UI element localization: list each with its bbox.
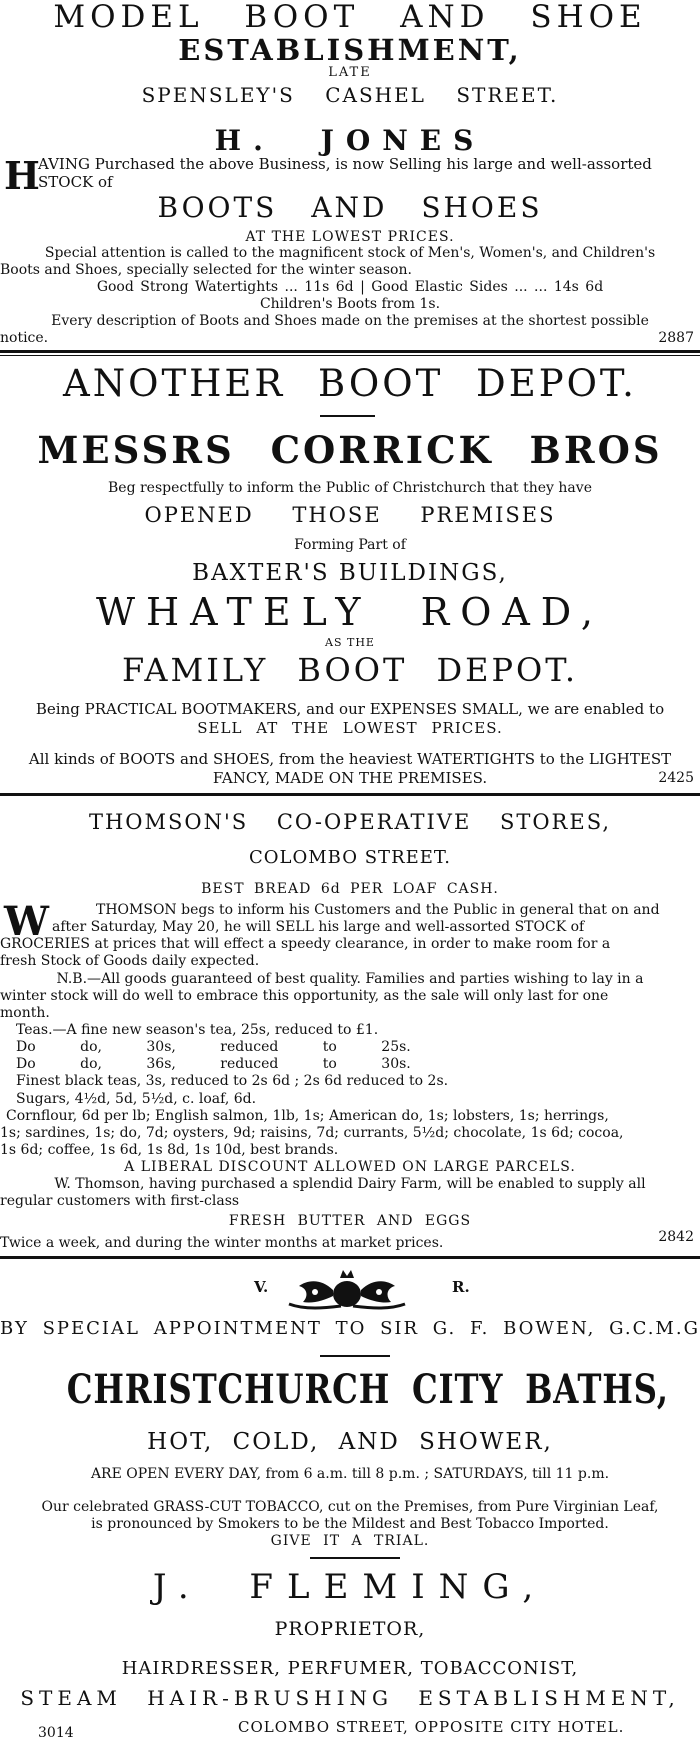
- ad4-colombo: COLOMBO STREET, OPPOSITE CITY HOTEL.: [238, 1718, 625, 1736]
- ad1-spensley: SPENSLEY'S CASHEL STREET.: [141, 83, 559, 107]
- ad3-p3: GROCERIES at prices that will effect a speedy clearance, in order to make room for a: [0, 936, 611, 952]
- ad3-teas4: Finest black teas, 3s, reduced to 2s 6d ; 2s 6d reduced to 2s.: [16, 1073, 449, 1089]
- ad1-every1: Every description of Boots and Shoes made on the premises at the shortest possible: [51, 313, 649, 329]
- ad2-short-rule: [320, 415, 375, 417]
- ad1-special2: Boots and Shoes, specially selected for the winter season.: [0, 262, 412, 278]
- ad2-asthe: AS THE: [325, 636, 375, 649]
- ad1-drop-initial: H: [4, 153, 40, 198]
- ad3-p2: after Saturday, May 20, he will SELL his large and well-assorted STOCK of: [52, 919, 585, 935]
- ad2-family: FAMILY BOOT DEPOT.: [121, 651, 579, 689]
- ad1-late: LATE: [328, 65, 372, 80]
- ad1-lowest: AT THE LOWEST PRICES.: [245, 229, 455, 245]
- ad2-whately: WHATELY ROAD,: [95, 590, 604, 634]
- divider-3: [0, 1256, 700, 1259]
- ad3-p4: fresh Stock of Goods daily expected.: [0, 953, 260, 969]
- ad3-street: COLOMBO STREET.: [249, 847, 451, 868]
- ad4-fleming: J. FLEMING,: [152, 1567, 548, 1607]
- ad3-corn3: 1s 6d; coffee, 1s 6d, 1s 8d, 1s 10d, best brands.: [0, 1142, 339, 1158]
- ad2-forming: Forming Part of: [294, 537, 406, 553]
- ad4-title: CHRISTCHURCH CITY BATHS,: [66, 1366, 669, 1413]
- ad3-title: THOMSON'S CO-OPERATIVE STORES,: [88, 810, 612, 834]
- ad3-bread: BEST BREAD 6d PER LOAF CASH.: [201, 881, 499, 897]
- ad4-hair: HAIRDRESSER, PERFUMER, TOBACCONIST,: [121, 1658, 579, 1679]
- ad2-all2: FANCY, MADE ON THE PREMISES.: [212, 769, 488, 787]
- ad3-corn2: 1s; sardines, 1s; do, 7d; oysters, 9d; raisins, 7d; currants, 5½d; chocolate, 1s 6d; cocoa,: [0, 1125, 624, 1141]
- ad2-baxter: BAXTER'S BUILDINGS,: [192, 560, 508, 586]
- ad1-name: H. JONES: [214, 124, 486, 157]
- ad4-special: BY SPECIAL APPOINTMENT TO SIR G. F. BOWEN, G.C.M.G: [0, 1318, 700, 1339]
- divider-1b: [0, 355, 700, 356]
- ad4-hot: HOT, COLD, AND SHOWER,: [147, 1429, 553, 1455]
- ad1-boots: BOOTS AND SHOES: [157, 191, 543, 224]
- ad2-messrs: MESSRS CORRICK BROS: [37, 428, 663, 472]
- ad3-number: 2842: [658, 1229, 694, 1245]
- divider-2: [0, 793, 700, 796]
- ad3-teas2: Do do, 30s, reduced to 25s.: [16, 1039, 411, 1055]
- ad3-butter: FRESH BUTTER AND EGGS: [228, 1213, 472, 1229]
- ad4-open: ARE OPEN EVERY DAY, from 6 a.m. till 8 p.m. ; SATURDAYS, till 11 p.m.: [90, 1466, 610, 1482]
- ad3-dairy2: regular customers with first-class: [0, 1193, 240, 1209]
- ad2-beg: Beg respectfully to inform the Public of Christchurch that they have: [108, 480, 592, 496]
- ad3-drop-initial: W: [4, 898, 49, 945]
- ad3-p1: THOMSON begs to inform his Customers and the Public in general that on and: [96, 902, 660, 918]
- ad1-special1: Special attention is called to the magnificent stock of Men's, Women's, and Children's: [44, 245, 656, 261]
- ad1-number: 2887: [658, 330, 694, 346]
- ad1-every2: notice.: [0, 330, 49, 346]
- ad3-nb2: winter stock will do well to embrace this opportunity, as the sale will only last for one: [0, 988, 609, 1004]
- ad3-liberal: A LIBERAL DISCOUNT ALLOWED ON LARGE PARCELS.: [124, 1159, 576, 1175]
- ad2-opened: OPENED THOSE PREMISES: [144, 503, 556, 527]
- ad4-v: V.: [254, 1278, 269, 1296]
- ad4-number: 3014: [38, 1725, 74, 1741]
- ad4-tob1: Our celebrated GRASS-CUT TOBACCO, cut on the Premises, from Pure Virginian Leaf,: [41, 1499, 659, 1515]
- ad1-intro2: STOCK of: [38, 173, 113, 191]
- ad2-being1: Being PRACTICAL BOOTMAKERS, and our EXPENSES SMALL, we are enabled to: [35, 700, 665, 718]
- ad4-give: GIVE IT A TRIAL.: [270, 1533, 430, 1549]
- ad3-twice: Twice a week, and during the winter months at market prices.: [0, 1235, 444, 1251]
- ad2-number: 2425: [658, 770, 694, 786]
- ad3-dairy1: W. Thomson, having purchased a splendid Dairy Farm, will be enabled to supply all: [54, 1176, 646, 1192]
- ad4-tob2: is pronounced by Smokers to be the Mildest and Best Tobacco Imported.: [91, 1516, 609, 1532]
- ad4-steam: STEAM HAIR-BRUSHING ESTABLISHMENT,: [20, 1686, 680, 1710]
- ad1-prices: Good Strong Watertights ... 11s 6d | Good Elastic Sides ... ... 14s 6d: [96, 279, 604, 295]
- ad4-short-rule-1: [320, 1355, 390, 1357]
- divider-1: [0, 350, 700, 353]
- royal-crest-icon: [285, 1264, 410, 1312]
- ad1-childrens: Children's Boots from 1s.: [259, 296, 441, 312]
- ad1-title1: MODEL BOOT AND SHOE: [53, 0, 647, 35]
- ad3-nb3: month.: [0, 1005, 50, 1021]
- ad3-nb1: N.B.—All goods guaranteed of best quality. Families and parties wishing to lay in a: [56, 971, 644, 987]
- ad4-proprietor: PROPRIETOR,: [274, 1618, 426, 1640]
- ad3-corn1: Cornflour, 6d per lb; English salmon, 1lb, 1s; American do, 1s; lobsters, 1s; herrings,: [6, 1108, 609, 1124]
- ad3-teas3: Do do, 36s, reduced to 30s.: [16, 1056, 411, 1072]
- ad3-sugars: Sugars, 4½d, 5d, 5½d, c. loaf, 6d.: [16, 1091, 257, 1107]
- ad3-teas1: Teas.—A fine new season's tea, 25s, reduced to £1.: [16, 1022, 379, 1038]
- ad2-all1: All kinds of BOOTS and SHOES, from the heaviest WATERTIGHTS to the LIGHTEST: [28, 750, 672, 768]
- ad1-intro1: AVING Purchased the above Business, is now Selling his large and well-assorted: [38, 155, 652, 173]
- ad2-title: ANOTHER BOOT DEPOT.: [63, 362, 637, 405]
- ad2-being2: SELL AT THE LOWEST PRICES.: [197, 719, 503, 737]
- ad1-title2: ESTABLISHMENT,: [178, 33, 522, 67]
- ad4-short-rule-2: [310, 1557, 400, 1559]
- ad4-r: R.: [452, 1278, 470, 1296]
